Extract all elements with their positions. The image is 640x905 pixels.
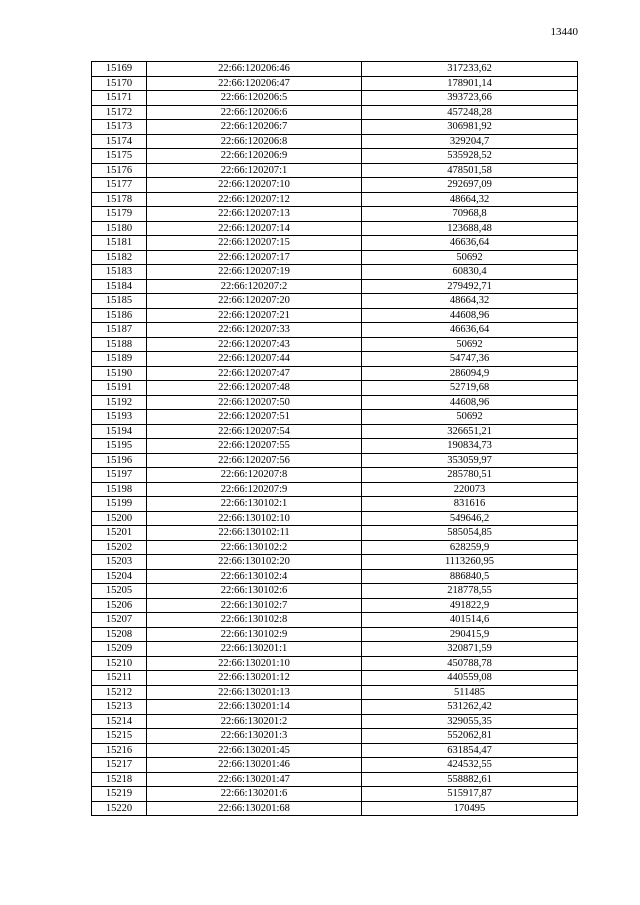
value-cell: 70968,8	[362, 207, 578, 222]
value-cell: 531262,42	[362, 700, 578, 715]
cadastral-number-cell: 22:66:120207:9	[147, 482, 362, 497]
cadastral-number-cell: 22:66:120207:8	[147, 468, 362, 483]
table-row	[92, 192, 578, 207]
value-cell: 285780,51	[362, 468, 578, 483]
cadastral-number-cell: 22:66:120207:33	[147, 323, 362, 338]
cadastral-number-cell: 22:66:130201:1	[147, 642, 362, 657]
table-row	[92, 105, 578, 120]
table-row	[92, 381, 578, 396]
cadastral-number-cell: 22:66:130102:11	[147, 526, 362, 541]
row-number-cell: 15190	[92, 366, 147, 381]
cadastral-number-cell: 22:66:120207:55	[147, 439, 362, 454]
cadastral-number-cell: 22:66:120207:54	[147, 424, 362, 439]
table-row	[92, 221, 578, 236]
cadastral-number-cell: 22:66:120207:20	[147, 294, 362, 309]
value-cell: 886840,5	[362, 569, 578, 584]
cadastral-number-cell: 22:66:130201:47	[147, 772, 362, 787]
value-cell: 46636,64	[362, 236, 578, 251]
value-cell: 50692	[362, 250, 578, 265]
value-cell: 631854,47	[362, 743, 578, 758]
cadastral-number-cell: 22:66:120207:13	[147, 207, 362, 222]
row-number-cell: 15173	[92, 120, 147, 135]
value-cell: 170495	[362, 801, 578, 816]
value-cell: 326651,21	[362, 424, 578, 439]
row-number-cell: 15195	[92, 439, 147, 454]
row-number-cell: 15212	[92, 685, 147, 700]
cadastral-number-cell: 22:66:120206:9	[147, 149, 362, 164]
cadastral-number-cell: 22:66:120207:47	[147, 366, 362, 381]
row-number-cell: 15216	[92, 743, 147, 758]
table-row	[92, 758, 578, 773]
table-row	[92, 366, 578, 381]
value-cell: 44608,96	[362, 395, 578, 410]
row-number-cell: 15210	[92, 656, 147, 671]
table-row	[92, 540, 578, 555]
row-number-cell: 15175	[92, 149, 147, 164]
row-number-cell: 15211	[92, 671, 147, 686]
row-number-cell: 15213	[92, 700, 147, 715]
cadastral-number-cell: 22:66:130201:6	[147, 787, 362, 802]
value-cell: 1113260,95	[362, 555, 578, 570]
table-row	[92, 178, 578, 193]
table-row	[92, 352, 578, 367]
cadastral-number-cell: 22:66:130102:6	[147, 584, 362, 599]
table-row	[92, 482, 578, 497]
value-cell: 535928,52	[362, 149, 578, 164]
value-cell: 558882,61	[362, 772, 578, 787]
row-number-cell: 15202	[92, 540, 147, 555]
row-number-cell: 15181	[92, 236, 147, 251]
row-number-cell: 15218	[92, 772, 147, 787]
cadastral-number-cell: 22:66:130102:8	[147, 613, 362, 628]
table-row	[92, 627, 578, 642]
table-row	[92, 410, 578, 425]
table-row	[92, 511, 578, 526]
table-row	[92, 642, 578, 657]
row-number-cell: 15204	[92, 569, 147, 584]
table-row	[92, 685, 578, 700]
cadastral-number-cell: 22:66:120207:10	[147, 178, 362, 193]
table-row	[92, 279, 578, 294]
value-cell: 54747,36	[362, 352, 578, 367]
cadastral-number-cell: 22:66:120206:8	[147, 134, 362, 149]
table-row	[92, 294, 578, 309]
table-row	[92, 163, 578, 178]
table-row	[92, 424, 578, 439]
cadastral-number-cell: 22:66:120207:2	[147, 279, 362, 294]
table-row	[92, 62, 578, 77]
table-row	[92, 468, 578, 483]
cadastral-number-cell: 22:66:120207:48	[147, 381, 362, 396]
table-row	[92, 656, 578, 671]
cadastral-number-cell: 22:66:130201:3	[147, 729, 362, 744]
cadastral-number-cell: 22:66:130102:2	[147, 540, 362, 555]
row-number-cell: 15217	[92, 758, 147, 773]
cadastral-number-cell: 22:66:130201:14	[147, 700, 362, 715]
value-cell: 48664,32	[362, 192, 578, 207]
row-number-cell: 15191	[92, 381, 147, 396]
table-row	[92, 598, 578, 613]
table-row	[92, 714, 578, 729]
value-cell: 46636,64	[362, 323, 578, 338]
table-row	[92, 569, 578, 584]
value-cell: 393723,66	[362, 91, 578, 106]
table-row	[92, 120, 578, 135]
cadastral-number-cell: 22:66:130102:1	[147, 497, 362, 512]
value-cell: 60830,4	[362, 265, 578, 280]
cadastral-number-cell: 22:66:120206:46	[147, 62, 362, 77]
table-row	[92, 453, 578, 468]
cadastral-number-cell: 22:66:120207:15	[147, 236, 362, 251]
row-number-cell: 15182	[92, 250, 147, 265]
value-cell: 50692	[362, 337, 578, 352]
cadastral-number-cell: 22:66:120207:17	[147, 250, 362, 265]
row-number-cell: 15186	[92, 308, 147, 323]
cadastral-number-cell: 22:66:120207:14	[147, 221, 362, 236]
cadastral-number-cell: 22:66:120206:6	[147, 105, 362, 120]
table-row	[92, 787, 578, 802]
row-number-cell: 15178	[92, 192, 147, 207]
cadastral-number-cell: 22:66:120207:56	[147, 453, 362, 468]
cadastral-number-cell: 22:66:130201:12	[147, 671, 362, 686]
cadastral-number-cell: 22:66:130201:13	[147, 685, 362, 700]
row-number-cell: 15215	[92, 729, 147, 744]
value-cell: 48664,32	[362, 294, 578, 309]
table-row	[92, 134, 578, 149]
row-number-cell: 15189	[92, 352, 147, 367]
cadastral-number-cell: 22:66:120207:19	[147, 265, 362, 280]
cadastral-number-cell: 22:66:120207:51	[147, 410, 362, 425]
row-number-cell: 15194	[92, 424, 147, 439]
cadastral-number-cell: 22:66:120206:5	[147, 91, 362, 106]
row-number-cell: 15207	[92, 613, 147, 628]
row-number-cell: 15176	[92, 163, 147, 178]
row-number-cell: 15184	[92, 279, 147, 294]
row-number-cell: 15187	[92, 323, 147, 338]
row-number-cell: 15171	[92, 91, 147, 106]
cadastral-number-cell: 22:66:120207:1	[147, 163, 362, 178]
row-number-cell: 15201	[92, 526, 147, 541]
row-number-cell: 15169	[92, 62, 147, 77]
row-number-cell: 15199	[92, 497, 147, 512]
table-row	[92, 236, 578, 251]
table-row	[92, 395, 578, 410]
table-row	[92, 700, 578, 715]
row-number-cell: 15209	[92, 642, 147, 657]
table-row	[92, 497, 578, 512]
value-cell: 329204,7	[362, 134, 578, 149]
value-cell: 491822,9	[362, 598, 578, 613]
table-row	[92, 671, 578, 686]
value-cell: 306981,92	[362, 120, 578, 135]
row-number-cell: 15198	[92, 482, 147, 497]
row-number-cell: 15219	[92, 787, 147, 802]
value-cell: 218778,55	[362, 584, 578, 599]
cadastral-number-cell: 22:66:130102:9	[147, 627, 362, 642]
table-row	[92, 308, 578, 323]
cadastral-number-cell: 22:66:120207:12	[147, 192, 362, 207]
row-number-cell: 15188	[92, 337, 147, 352]
cadastral-number-cell: 22:66:120207:21	[147, 308, 362, 323]
cadastral-number-cell: 22:66:130102:10	[147, 511, 362, 526]
value-cell: 317233,62	[362, 62, 578, 77]
table-row	[92, 584, 578, 599]
cadastral-number-cell: 22:66:130201:45	[147, 743, 362, 758]
row-number-cell: 15200	[92, 511, 147, 526]
data-table	[91, 61, 578, 816]
value-cell: 190834,73	[362, 439, 578, 454]
cadastral-number-cell: 22:66:130201:46	[147, 758, 362, 773]
cadastral-number-cell: 22:66:120206:7	[147, 120, 362, 135]
row-number-cell: 15197	[92, 468, 147, 483]
value-cell: 286094,9	[362, 366, 578, 381]
row-number-cell: 15193	[92, 410, 147, 425]
table-row	[92, 250, 578, 265]
table-row	[92, 729, 578, 744]
value-cell: 50692	[362, 410, 578, 425]
value-cell: 440559,08	[362, 671, 578, 686]
row-number-cell: 15214	[92, 714, 147, 729]
table-row	[92, 439, 578, 454]
table-body	[92, 62, 578, 816]
row-number-cell: 15170	[92, 76, 147, 91]
cadastral-number-cell: 22:66:130201:10	[147, 656, 362, 671]
value-cell: 123688,48	[362, 221, 578, 236]
value-cell: 424532,55	[362, 758, 578, 773]
row-number-cell: 15179	[92, 207, 147, 222]
table-row	[92, 801, 578, 816]
row-number-cell: 15183	[92, 265, 147, 280]
value-cell: 585054,85	[362, 526, 578, 541]
cadastral-number-cell: 22:66:130102:20	[147, 555, 362, 570]
table-row	[92, 76, 578, 91]
row-number-cell: 15203	[92, 555, 147, 570]
value-cell: 320871,59	[362, 642, 578, 657]
table-row	[92, 772, 578, 787]
table-row	[92, 265, 578, 280]
page-number: 13440	[550, 26, 578, 38]
row-number-cell: 15205	[92, 584, 147, 599]
row-number-cell: 15177	[92, 178, 147, 193]
cadastral-number-cell: 22:66:120207:44	[147, 352, 362, 367]
table-row	[92, 323, 578, 338]
value-cell: 178901,14	[362, 76, 578, 91]
row-number-cell: 15180	[92, 221, 147, 236]
value-cell: 44608,96	[362, 308, 578, 323]
value-cell: 478501,58	[362, 163, 578, 178]
value-cell: 292697,09	[362, 178, 578, 193]
value-cell: 450788,78	[362, 656, 578, 671]
row-number-cell: 15208	[92, 627, 147, 642]
value-cell: 511485	[362, 685, 578, 700]
value-cell: 831616	[362, 497, 578, 512]
table-row	[92, 91, 578, 106]
value-cell: 549646,2	[362, 511, 578, 526]
table-row	[92, 337, 578, 352]
cadastral-number-cell: 22:66:130102:4	[147, 569, 362, 584]
value-cell: 628259,9	[362, 540, 578, 555]
table-row	[92, 613, 578, 628]
row-number-cell: 15220	[92, 801, 147, 816]
row-number-cell: 15206	[92, 598, 147, 613]
value-cell: 52719,68	[362, 381, 578, 396]
table-row	[92, 526, 578, 541]
value-cell: 457248,28	[362, 105, 578, 120]
value-cell: 279492,71	[362, 279, 578, 294]
value-cell: 353059,97	[362, 453, 578, 468]
cadastral-number-cell: 22:66:130102:7	[147, 598, 362, 613]
row-number-cell: 15196	[92, 453, 147, 468]
value-cell: 329055,35	[362, 714, 578, 729]
row-number-cell: 15174	[92, 134, 147, 149]
value-cell: 220073	[362, 482, 578, 497]
value-cell: 515917,87	[362, 787, 578, 802]
cadastral-number-cell: 22:66:130201:68	[147, 801, 362, 816]
cadastral-number-cell: 22:66:120207:50	[147, 395, 362, 410]
cadastral-number-cell: 22:66:120206:47	[147, 76, 362, 91]
table-row	[92, 743, 578, 758]
value-cell: 290415,9	[362, 627, 578, 642]
table-row	[92, 207, 578, 222]
value-cell: 401514,6	[362, 613, 578, 628]
value-cell: 552062,81	[362, 729, 578, 744]
row-number-cell: 15172	[92, 105, 147, 120]
cadastral-number-cell: 22:66:120207:43	[147, 337, 362, 352]
row-number-cell: 15192	[92, 395, 147, 410]
table-row	[92, 555, 578, 570]
table-row	[92, 149, 578, 164]
row-number-cell: 15185	[92, 294, 147, 309]
cadastral-number-cell: 22:66:130201:2	[147, 714, 362, 729]
